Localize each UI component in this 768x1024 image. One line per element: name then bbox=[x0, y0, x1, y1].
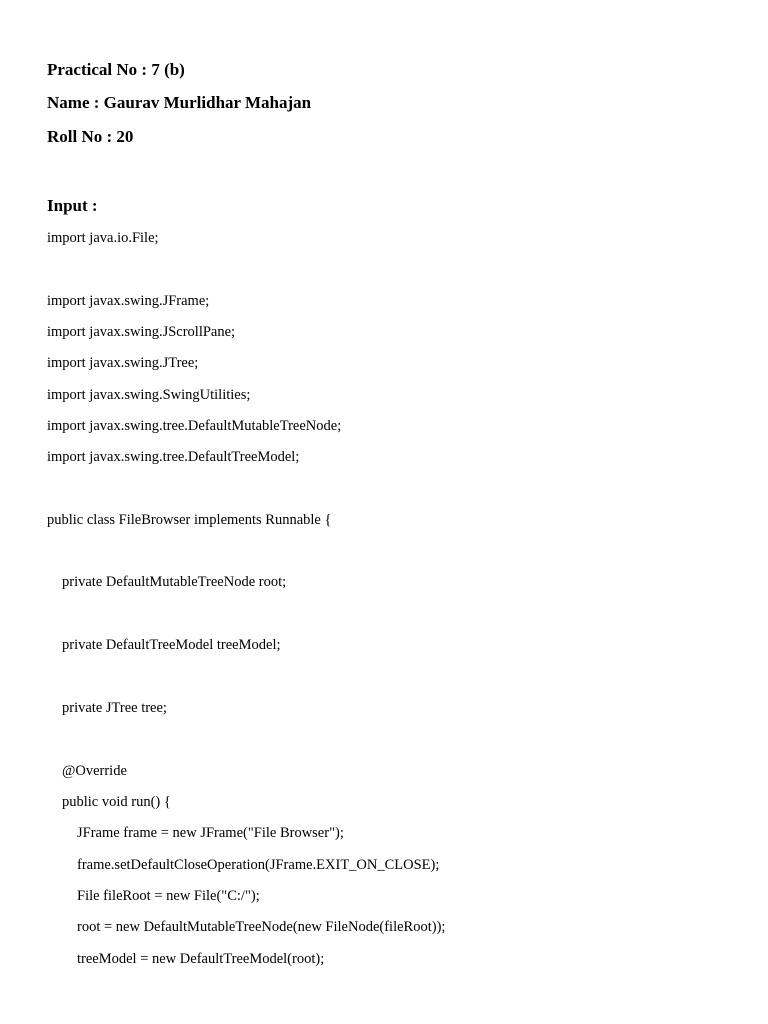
student-name: Name : Gaurav Murlidhar Mahajan bbox=[47, 93, 312, 112]
code-line: import javax.swing.JTree; bbox=[47, 355, 199, 371]
code-line: public void run() { bbox=[62, 794, 171, 810]
code-line: @Override bbox=[62, 763, 127, 779]
code-line: public class FileBrowser implements Runnable { bbox=[47, 512, 332, 528]
roll-number: Roll No : 20 bbox=[47, 127, 134, 146]
code-line: frame.setDefaultCloseOperation(JFrame.EXIT_ON_CLOSE); bbox=[77, 857, 440, 873]
code-line: import javax.swing.JScrollPane; bbox=[47, 324, 236, 340]
code-line: import javax.swing.tree.DefaultTreeModel; bbox=[47, 449, 300, 465]
input-label: Input : bbox=[47, 196, 98, 215]
code-line: root = new DefaultMutableTreeNode(new FileNode(fileRoot)); bbox=[77, 919, 446, 935]
code-line: private DefaultTreeModel treeModel; bbox=[62, 637, 281, 653]
code-line: private DefaultMutableTreeNode root; bbox=[62, 574, 287, 590]
code-line: JFrame frame = new JFrame("File Browser"); bbox=[77, 825, 344, 841]
code-line: import javax.swing.tree.DefaultMutableTreeNode; bbox=[47, 418, 342, 434]
practical-number: Practical No : 7 (b) bbox=[47, 60, 185, 79]
code-line: treeModel = new DefaultTreeModel(root); bbox=[77, 951, 325, 967]
code-line: File fileRoot = new File("C:/"); bbox=[77, 888, 260, 904]
code-line: import javax.swing.SwingUtilities; bbox=[47, 387, 251, 403]
code-line: import java.io.File; bbox=[47, 230, 159, 246]
code-line: private JTree tree; bbox=[62, 700, 167, 716]
code-line: import javax.swing.JFrame; bbox=[47, 293, 210, 309]
